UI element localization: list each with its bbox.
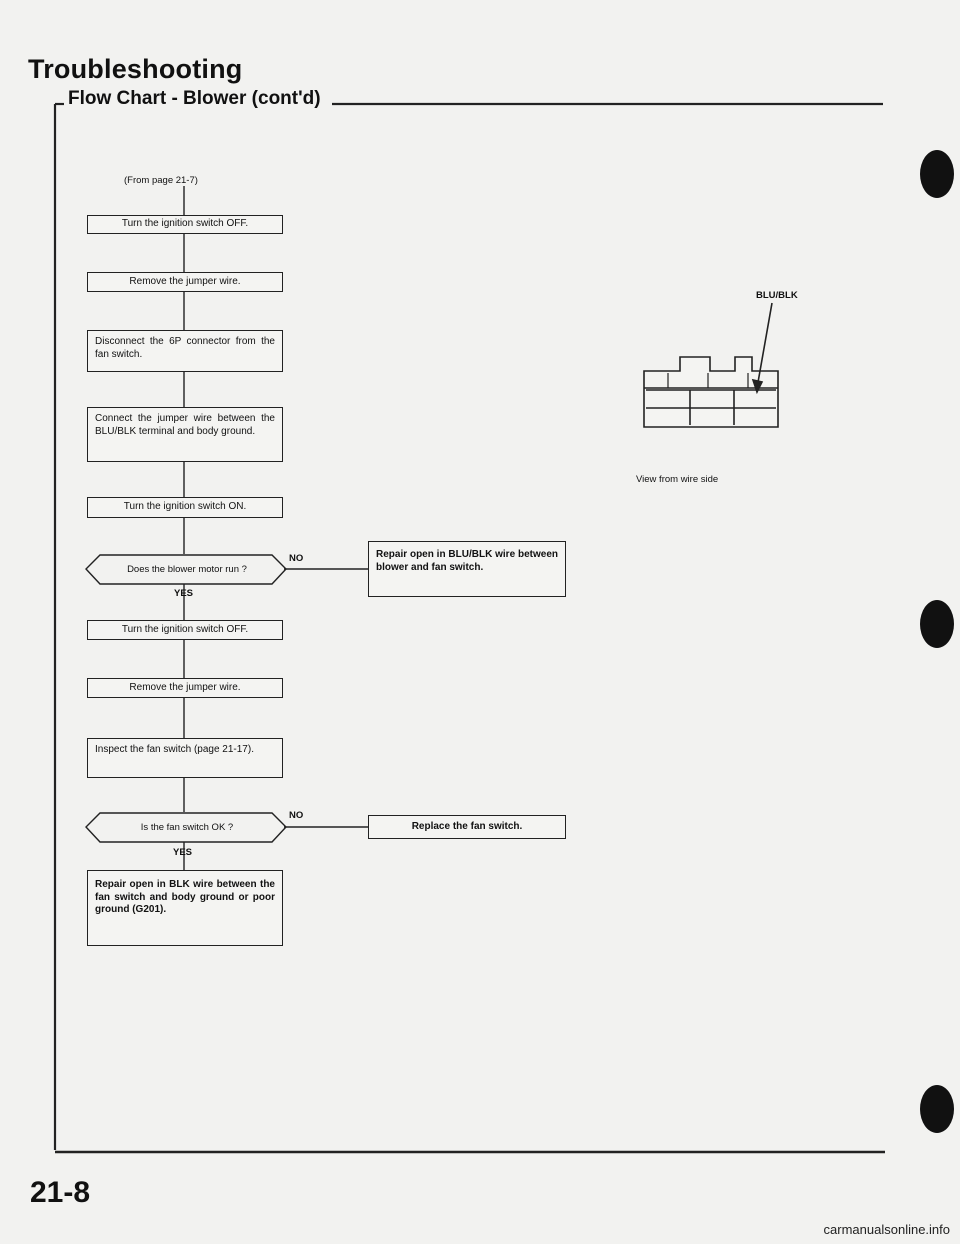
from-page-note: (From page 21-7)	[124, 175, 198, 186]
decision-yes-label-1: YES	[174, 588, 194, 599]
action-replace-fan-switch: Replace the fan switch.	[368, 815, 566, 839]
action-repair-blk-ground: Repair open in BLK wire between the fan switch and body ground or poor ground (G201).	[87, 870, 283, 946]
step-connect-jumper: Connect the jumper wire between the BLU/BLK terminal and body ground.	[87, 407, 283, 462]
tab-marker-dot	[920, 150, 954, 198]
step-inspect-fan-switch: Inspect the fan switch (page 21-17).	[87, 738, 283, 778]
tab-marker-dot	[920, 1085, 954, 1133]
decision-no-label-2: NO	[289, 810, 304, 821]
step-ignition-off-2: Turn the ignition switch OFF.	[87, 620, 283, 640]
section-subtitle: Flow Chart - Blower (cont'd)	[68, 88, 321, 109]
step-ignition-off: Turn the ignition switch OFF.	[87, 215, 283, 234]
decision-question-2: Is the fan switch OK ?	[140, 822, 234, 833]
step-ignition-on: Turn the ignition switch ON.	[87, 497, 283, 518]
connector-caption: View from wire side	[636, 474, 719, 485]
decision-question-1: Does the blower motor run ?	[127, 564, 247, 575]
watermark-text: carmanualsonline.info	[823, 1222, 950, 1237]
step-remove-jumper-2: Remove the jumper wire.	[87, 678, 283, 698]
wire-color-label: BLU/BLK	[756, 290, 798, 301]
decision-yes-label-2: YES	[173, 847, 193, 858]
page-number: 21-8	[30, 1176, 91, 1209]
step-disconnect-connector: Disconnect the 6P connector from the fan switch.	[87, 330, 283, 372]
decision-no-label-1: NO	[289, 553, 304, 564]
connector-diagram	[644, 303, 778, 427]
tab-marker-dot	[920, 600, 954, 648]
step-remove-jumper: Remove the jumper wire.	[87, 272, 283, 292]
action-repair-blu-blk: Repair open in BLU/BLK wire between blower and fan switch.	[368, 541, 566, 597]
page-title: Troubleshooting	[28, 54, 243, 84]
